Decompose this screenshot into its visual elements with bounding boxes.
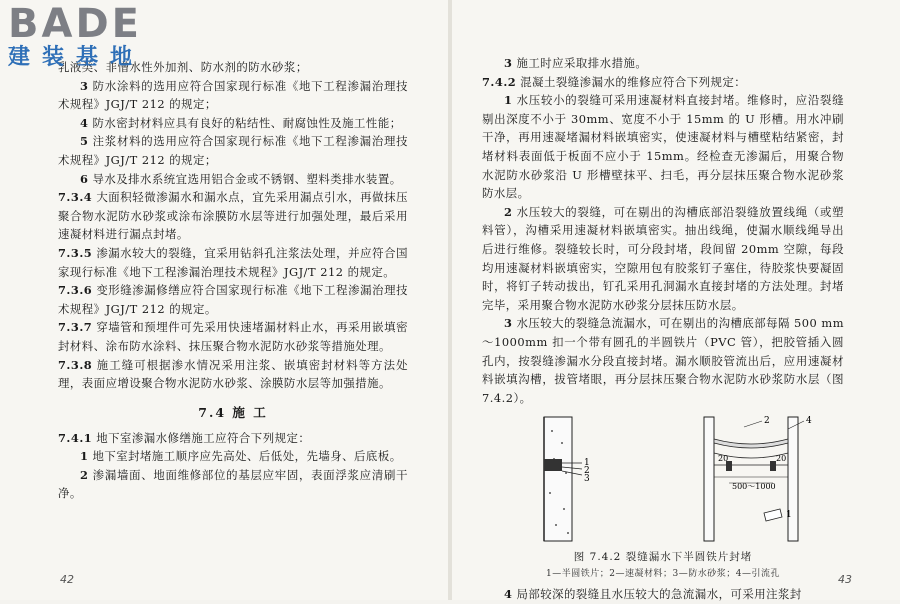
clause: 7.3.5 渗漏水较大的裂缝，宜采用钻斜孔注浆法处理，并应符合国家现行标准《地下工程渗漏治理技术规程》JGJ/T 212 的规定。 (58, 245, 408, 279)
callout-label: 3 (584, 474, 590, 485)
figure-legend: 1—半圆铁片；2—速凝材料；3—防水砂浆；4—引流孔 (546, 569, 780, 580)
figure-caption: 图 7.4.2 裂缝漏水下半圆铁片封堵 (573, 551, 753, 564)
watermark-logo (8, 2, 144, 70)
left-page (0, 0, 448, 600)
list-item: 3 施工时应采取排水措施。 (504, 56, 648, 70)
left-text-column (58, 58, 408, 503)
list-item: 3 水压较大的裂缝急流漏水，可在剔出的沟槽底部每隔 500 mm～1000mm 扣一个带有圆孔的半圆铁片（PVC 管），把胶管插入圆孔内，按裂缝渗漏水分段直接封堵。漏水顺胶管流出后，应用速凝材料嵌填沟槽，拔管堵眼，再分层抹压聚合物水泥防水砂浆防水层（图 7.4.2）。 (482, 316, 845, 405)
figure (482, 413, 844, 545)
list-item: 2 渗漏墙面、地面维修部位的基层应牢固，表面浮浆应清刷干净。 (58, 467, 408, 501)
section-heading: 7.4 施 工 (198, 404, 268, 420)
right-page (452, 0, 900, 600)
clause: 7.3.6 变形缝渗漏修缮应符合国家现行标准《地下工程渗漏治理技术规程》JGJ/T 212 的规定。 (58, 283, 408, 316)
callout-label: 2 (764, 416, 770, 427)
callout-label: 4 (806, 416, 812, 427)
list-item: 4 局部较深的裂缝且水压较大的急流漏水，可采用注浆封 (504, 587, 802, 602)
page-number: 43 (838, 573, 852, 586)
logo-subtext: 建装基地 (8, 45, 145, 70)
figure-drawing (482, 413, 844, 545)
list-item: 3 防水涂料的选用应符合国家现行标准《地下工程渗漏治理技术规程》JGJ/T 212 的规定； (58, 78, 408, 112)
dimension-label: 500～1000 (732, 482, 776, 492)
right-text-column (482, 54, 844, 604)
dimension-label: 20 (776, 454, 787, 464)
list-item: 1 地下室封堵施工顺序应先高处、后低处，先墙身、后底板。 (80, 449, 402, 464)
callout-label: 1 (786, 510, 792, 521)
dimension-label: 20 (718, 454, 729, 464)
clause: 7.4.2 混凝土裂缝渗漏水的维修应符合下列规定： (482, 74, 747, 89)
list-item: 6 导水及排水系统宜选用铝合金或不锈钢、塑料类排水装置。 (80, 171, 402, 186)
callout-label: 1 (584, 458, 590, 469)
groove-plan-diagram (704, 416, 812, 541)
wall-section-diagram (544, 417, 590, 541)
clause: 7.3.4 大面积轻微渗漏水和漏水点，宜先采用漏点引水，再做抹压聚合物水泥防水砂浆或涂布涂膜防水层等进行加强处理，最后采用速凝材料进行漏点封堵。 (58, 190, 408, 242)
callout-label: 2 (584, 466, 590, 477)
list-item: 4 防水密封材料应具有良好的粘结性、耐腐蚀性及施工性能； (80, 115, 402, 130)
list-item: 5 注浆材料的选用应符合国家现行标准《地下工程渗漏治理技术规程》JGJ/T 212 的规定； (58, 134, 408, 167)
clause: 7.3.7 穿墙管和预埋件可先采用快速堵漏材料止水，再采用嵌填密封材料、涂布防水涂料、抹压聚合物水泥防水砂浆等措施处理。 (58, 320, 408, 353)
clause: 7.4.1 地下室渗漏水修缮施工应符合下列规定： (58, 430, 311, 445)
clause: 7.3.8 施工缝可根据渗水情况采用注浆、嵌填密封材料等方法处理，表面应增设聚合物水泥防水砂浆、涂膜防水层等加强措施。 (58, 357, 408, 391)
page-number: 42 (60, 573, 74, 586)
list-item: 1 水压较小的裂缝可采用速凝材料直接封堵。维修时，应沿裂缝剔出深度不小于 30mm、宽度不小于 15mm 的 U 形槽。用水冲刷干净，再用速凝堵漏材料嵌填密实，使速凝材料与槽壁粘结紧密，封堵材料表面低于板面不应小于 15mm。经检查无渗漏后，用聚合物水泥防水砂浆沿 U 形槽壁抹平、扫毛，再分层抹压聚合物水泥砂浆防水层。 (482, 93, 844, 201)
logo-text: BADE (8, 1, 142, 47)
paragraph: 乳液类、非憎水性外加剂、防水剂的防水砂浆； (58, 60, 308, 74)
list-item: 2 水压较大的裂缝，可在剔出的沟槽底部沿裂缝放置线绳（或塑料管），沟槽采用速凝材料嵌填密实。抽出线绳，使漏水顺线绳导出后进行维修。裂缝较长时，可分段封堵，段间留 20mm 空隙，每段均用速凝材料嵌填密实，空隙用包有胶浆钉子塞住，待胶浆快要凝固时，将钉子转动拔出，钉孔采用孔洞漏水直接封堵的方法处理。封堵完毕，采用聚合物水泥防水砂浆分层抹压防水层。 (482, 204, 844, 312)
